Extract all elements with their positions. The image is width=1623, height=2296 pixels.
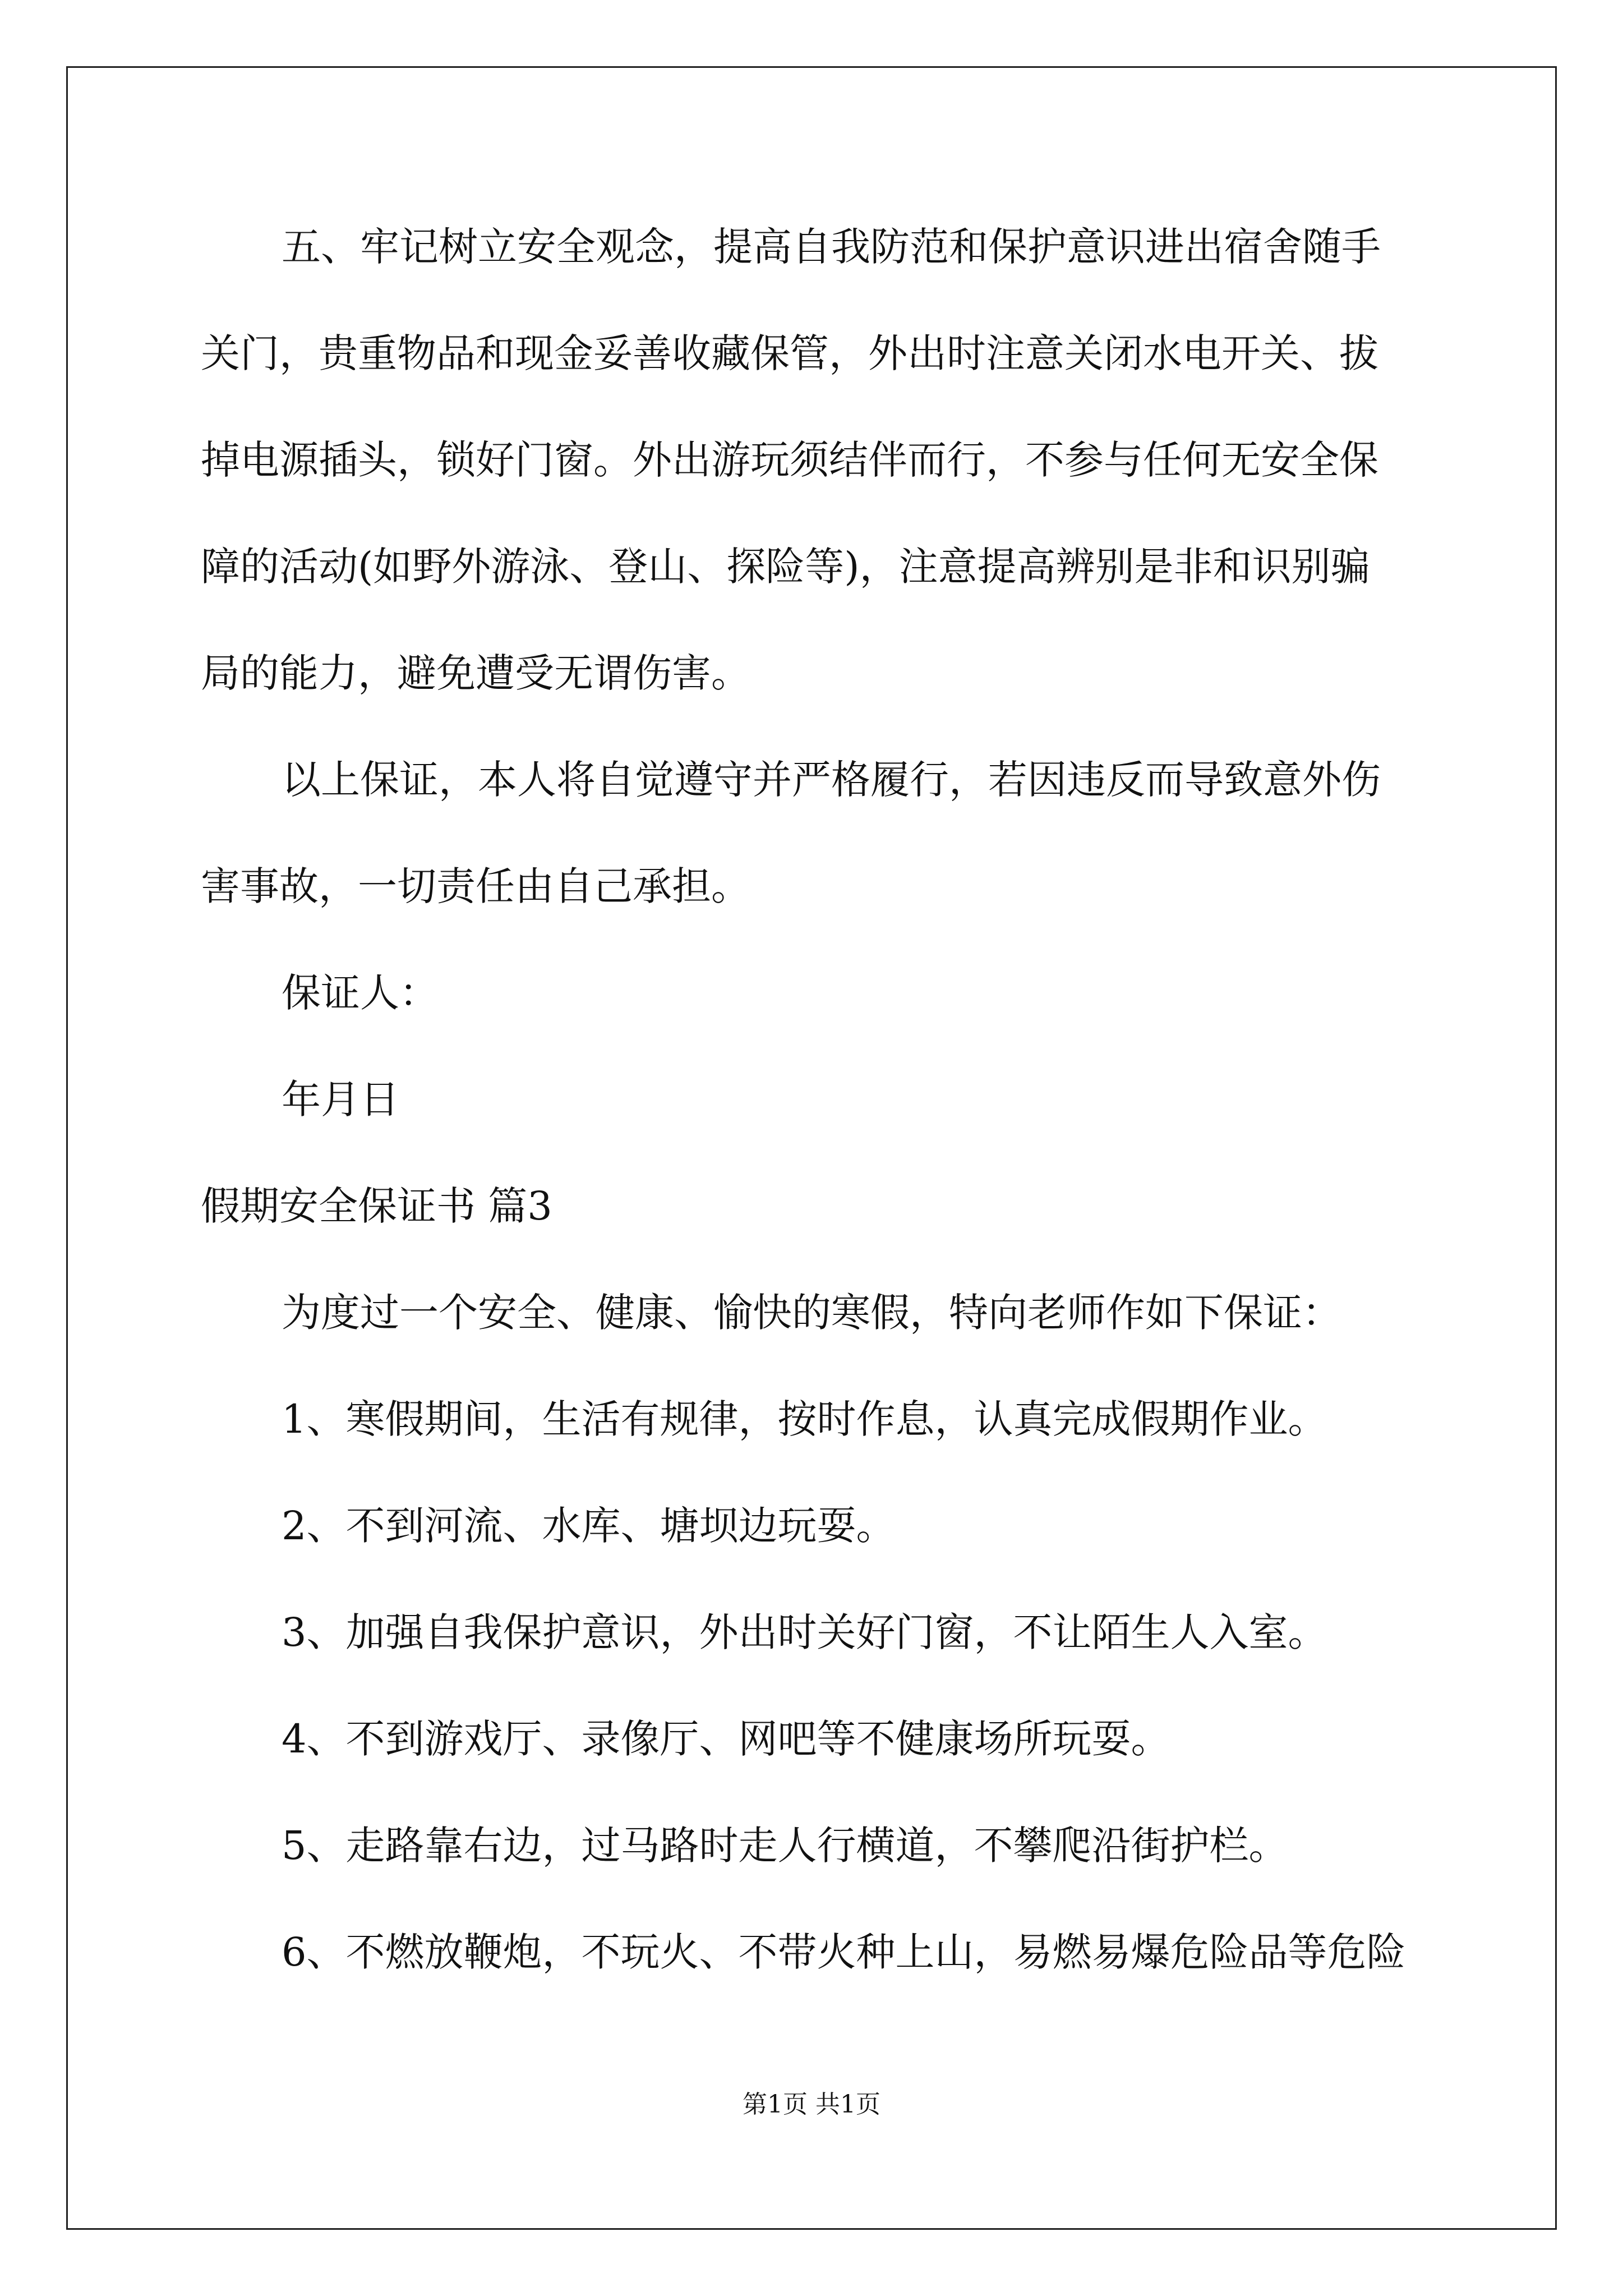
paragraph-line: 关门，贵重物品和现金妥善收藏保管，外出时注意关闭水电开关、拔	[201, 330, 1378, 376]
signer-label: 保证人：	[282, 970, 439, 1016]
section-heading: 假期安全保证书 篇3	[201, 1183, 552, 1229]
list-item: 4、不到游戏厅、录像厅、网吧等不健康场所玩耍。	[282, 1716, 1170, 1762]
paragraph-line: 以上保证，本人将自觉遵守并严格履行，若因违反而导致意外伤	[282, 757, 1381, 803]
list-item: 6、不燃放鞭炮，不玩火、不带火种上山，易燃易爆危险品等危险	[282, 1929, 1406, 1975]
paragraph-line: 掉电源插头，锁好门窗。外出游玩须结伴而行，不参与任何无安全保	[201, 437, 1378, 483]
list-item: 1、寒假期间，生活有规律，按时作息，认真完成假期作业。	[282, 1396, 1327, 1442]
list-item: 3、加强自我保护意识，外出时关好门窗，不让陌生人入室。	[282, 1609, 1327, 1655]
paragraph-line: 障的活动(如野外游泳、登山、探险等)，注意提高辨别是非和识别骗	[201, 544, 1370, 590]
intro-paragraph: 为度过一个安全、健康、愉快的寒假，特向老师作如下保证：	[282, 1290, 1341, 1336]
page-footer: 第1页 共1页	[743, 2090, 880, 2119]
list-item: 2、不到河流、水库、塘坝边玩耍。	[282, 1503, 896, 1549]
paragraph-line: 五、牢记树立安全观念，提高自我防范和保护意识进出宿舍随手	[282, 224, 1381, 270]
paragraph-line: 局的能力，避免遭受无谓伤害。	[201, 650, 750, 696]
page-border	[66, 66, 1557, 2230]
date-label: 年月日	[282, 1076, 399, 1122]
paragraph-line: 害事故，一切责任由自己承担。	[201, 863, 750, 909]
list-item: 5、走路靠右边，过马路时走人行横道，不攀爬沿街护栏。	[282, 1823, 1288, 1869]
